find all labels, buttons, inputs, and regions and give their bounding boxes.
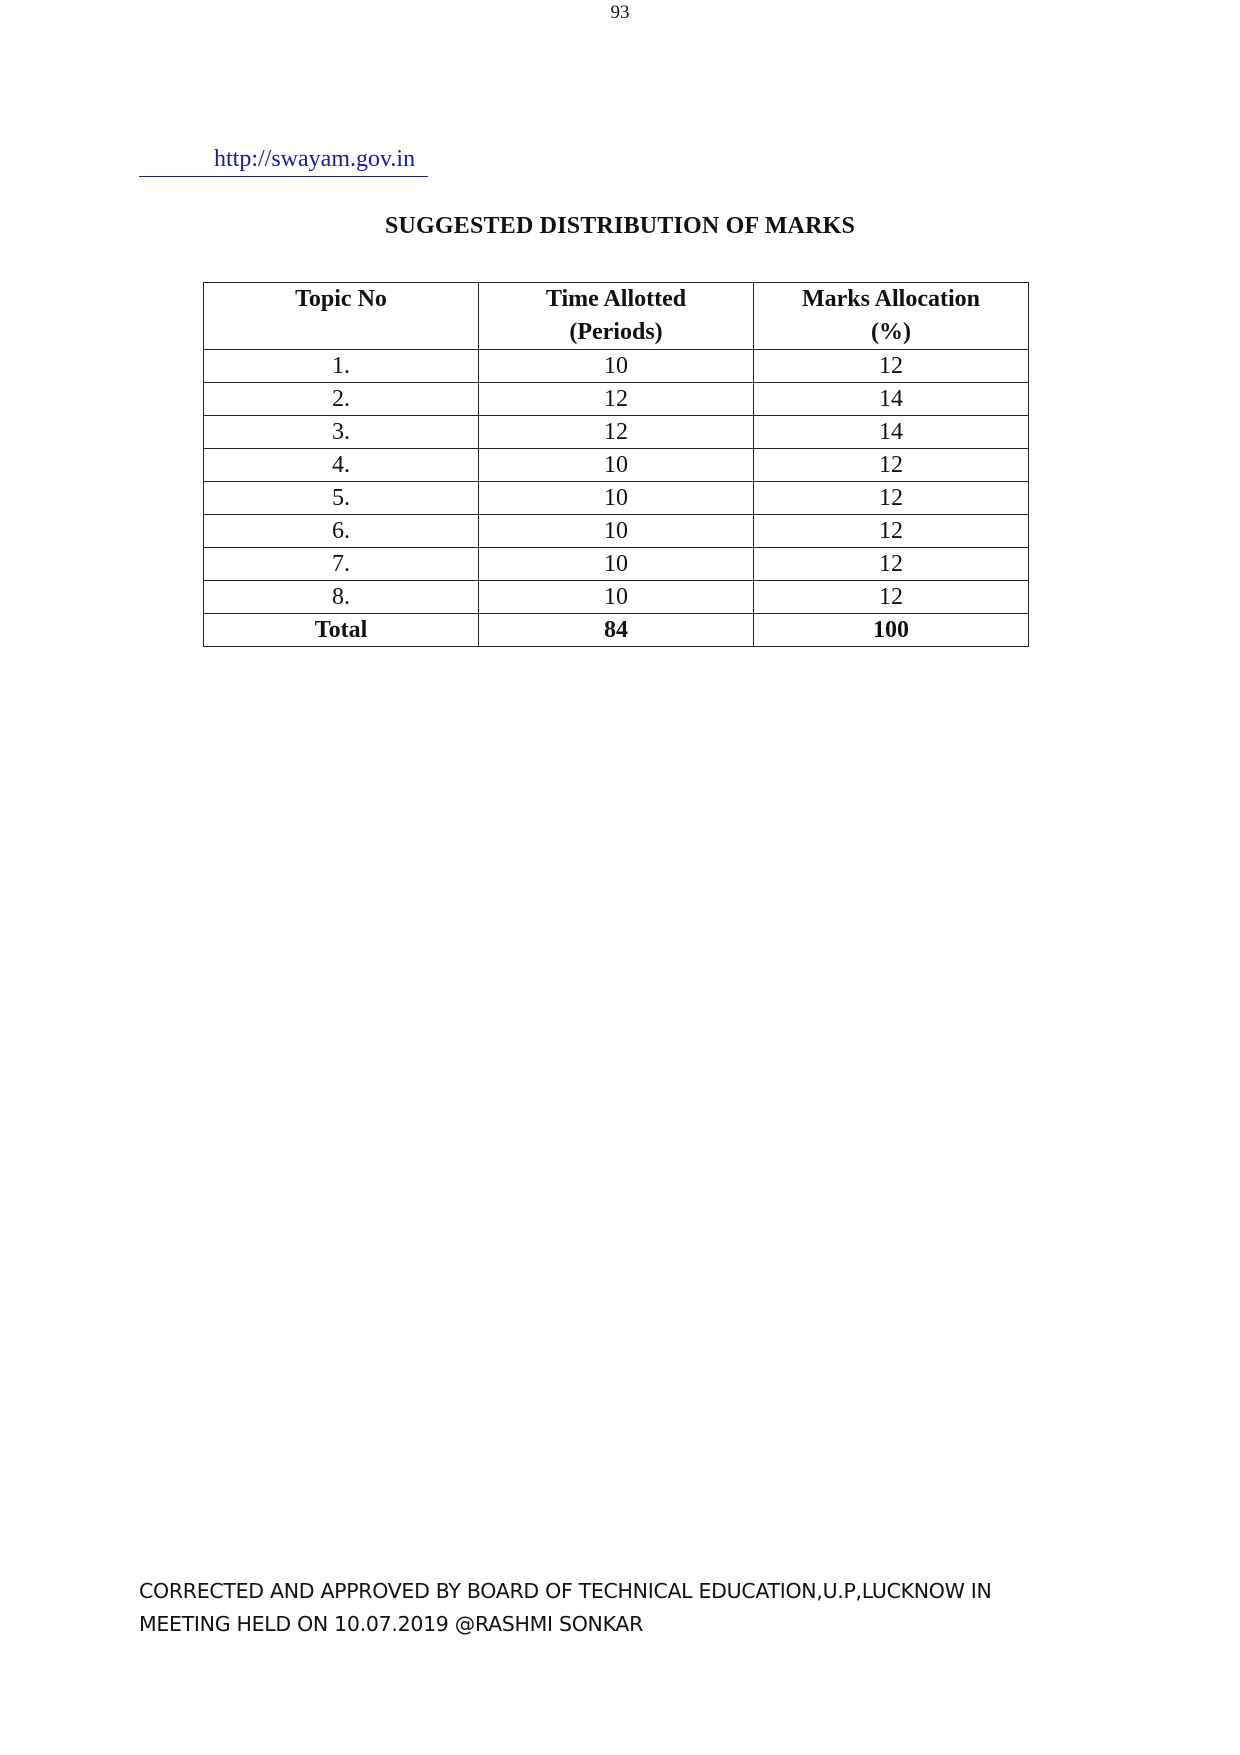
table-row [204, 416, 1029, 449]
total-time-cell: 84 [479, 614, 754, 647]
topic-cell: 1. [204, 350, 479, 383]
page-number: 93 [610, 2, 630, 23]
marks-cell: 12 [754, 581, 1029, 614]
marks-cell: 12 [754, 449, 1029, 482]
marks-cell: 12 [754, 515, 1029, 548]
time-cell: 10 [479, 449, 754, 482]
total-row [204, 614, 1029, 647]
topic-cell: 7. [204, 548, 479, 581]
marks-cell: 14 [754, 383, 1029, 416]
header-line: (Periods) [569, 319, 663, 345]
table-row [204, 581, 1029, 614]
footer-line-1: CORRECTED AND APPROVED BY BOARD OF TECHNICAL EDUCATION,U.P,LUCKNOW IN [139, 1579, 992, 1603]
time-cell: 12 [479, 416, 754, 449]
footer-line-2: MEETING HELD ON 10.07.2019 @RASHMI SONKAR [139, 1612, 644, 1636]
table-row [204, 548, 1029, 581]
total-label-cell: Total [204, 614, 479, 647]
topic-cell: 3. [204, 416, 479, 449]
table-row [204, 482, 1029, 515]
time-cell: 10 [479, 548, 754, 581]
time-cell: 10 [479, 515, 754, 548]
header-line: Time Allotted [545, 286, 687, 312]
table-row [204, 350, 1029, 383]
time-cell: 12 [479, 383, 754, 416]
table-row [204, 449, 1029, 482]
table-row [204, 383, 1029, 416]
header-line: Marks Allocation [802, 286, 980, 312]
header-marks-allocation [754, 283, 1029, 350]
topic-cell: 5. [204, 482, 479, 515]
table-row [204, 515, 1029, 548]
marks-cell: 12 [754, 350, 1029, 383]
link-underline [139, 146, 428, 177]
total-marks-cell: 100 [754, 614, 1029, 647]
approval-footer [139, 1575, 992, 1641]
time-cell: 10 [479, 482, 754, 515]
marks-cell: 14 [754, 416, 1029, 449]
header-time-allotted [479, 283, 754, 350]
swayam-link[interactable]: http://swayam.gov.in [214, 146, 416, 172]
marks-cell: 12 [754, 548, 1029, 581]
topic-cell: 2. [204, 383, 479, 416]
marks-distribution-table [203, 282, 1029, 647]
table-header-row [204, 283, 1029, 350]
section-heading: SUGGESTED DISTRIBUTION OF MARKS [384, 213, 856, 239]
marks-cell: 12 [754, 482, 1029, 515]
topic-cell: 6. [204, 515, 479, 548]
time-cell: 10 [479, 581, 754, 614]
topic-cell: 4. [204, 449, 479, 482]
header-line: (%) [871, 319, 911, 345]
header-line: Topic No [295, 286, 387, 312]
time-cell: 10 [479, 350, 754, 383]
topic-cell: 8. [204, 581, 479, 614]
header-topic-no [204, 283, 479, 350]
